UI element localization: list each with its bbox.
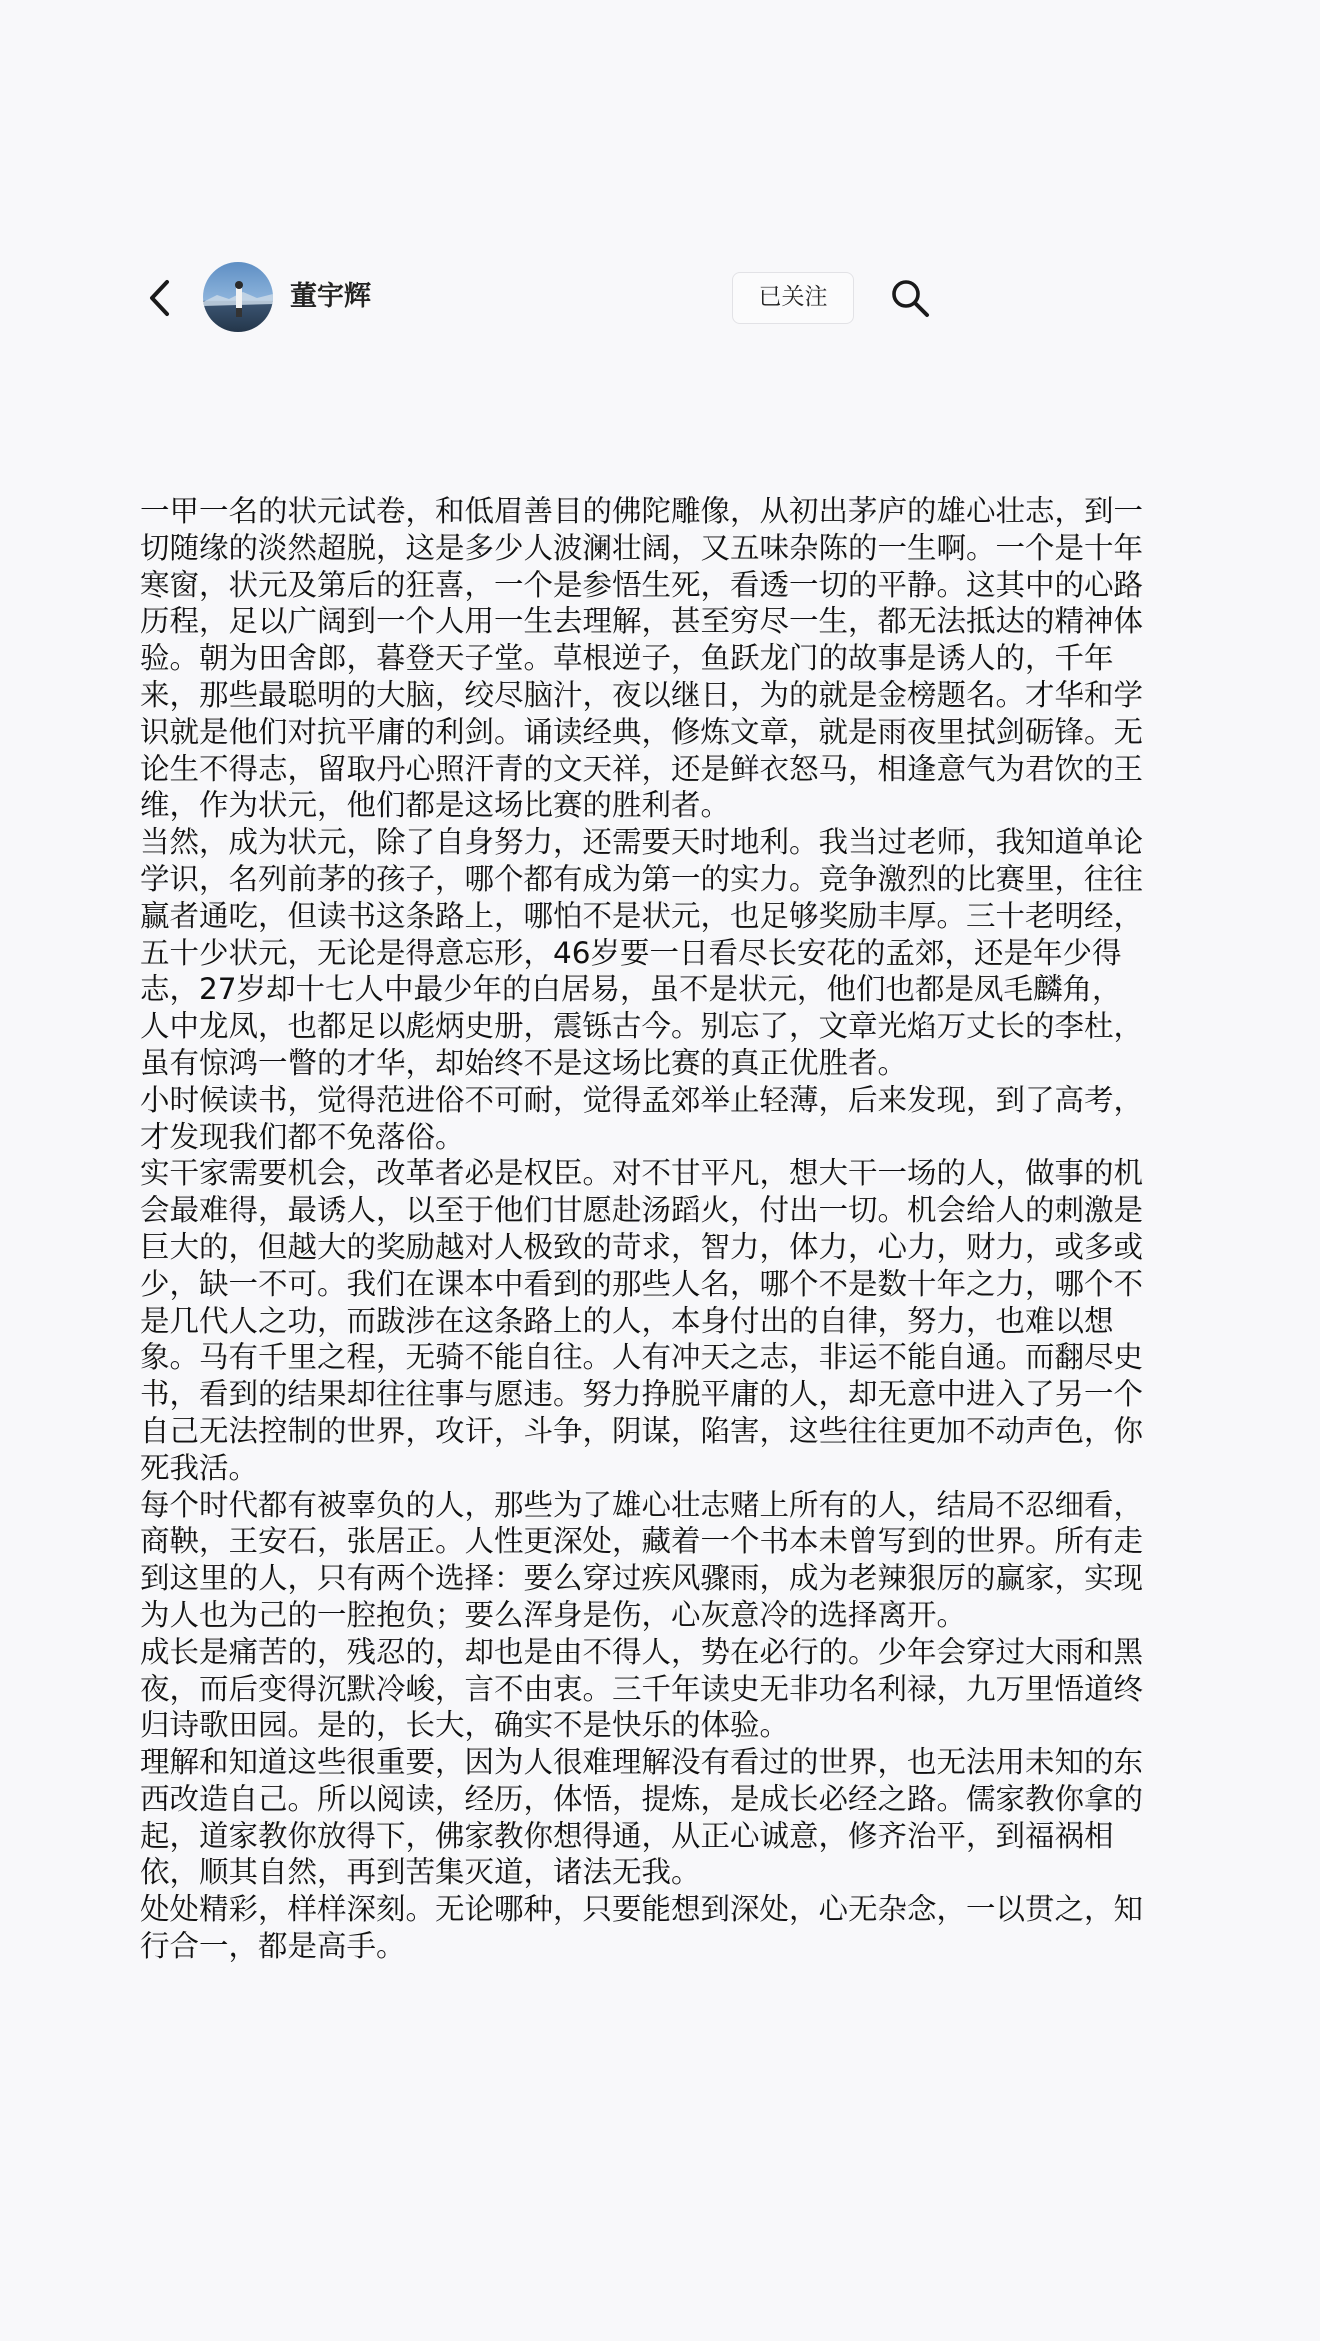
author-name[interactable]: 董宇辉 [290, 281, 371, 312]
article-paragraph: 每个时代都有被辜负的人，那些为了雄心壮志赌上所有的人，结局不忍细看，商鞅，王安石，张居正。人性更深处，藏着一个书本未曾写到的世界。所有走到这里的人，只有两个选择：要么穿过疾风骤雨，成为老辣狠厉的赢家，实现为人也为己的一腔抱负；要么浑身是伤，心灰意冷的选择离开。 [140, 1487, 1144, 1632]
article-paragraph: 处处精彩，样样深刻。无论哪种，只要能想到深处，心无杂念，一以贯之，知行合一，都是高手。 [140, 1892, 1144, 1964]
top-bar [0, 262, 1320, 332]
article-paragraph: 小时候读书，觉得范进俗不可耐，觉得孟郊举止轻薄，后来发现，到了高考，才发现我们都不免落俗。 [140, 1082, 1144, 1154]
article-paragraph: 一甲一名的状元试卷，和低眉善目的佛陀雕像，从初出茅庐的雄心壮志，到一切随缘的淡然超脱，这是多少人波澜壮阔，又五味杂陈的一生啊。一个是十年寒窗，状元及第后的狂喜，一个是参悟生死，看透一切的平静。这其中的心路历程，足以广阔到一个人用一生去理解，甚至穷尽一生，都无法抵达的精神体验。朝为田舍郎，暮登天子堂。草根逆子，鱼跃龙门的故事是诱人的，千年来，那些最聪明的大脑，绞尽脑汁，夜以继日，为的就是金榜题名。才华和学识就是他们对抗平庸的利剑。诵读经典，修炼文章，就是雨夜里拭剑砺锋。无论生不得志，留取丹心照汗青的文天祥，还是鲜衣怒马，相逢意气为君饮的王维，作为状元，他们都是这场比赛的胜利者。 [140, 494, 1144, 823]
avatar-photo [203, 262, 273, 332]
chevron-left-icon [140, 276, 180, 320]
article-paragraph: 成长是痛苦的，残忍的，却也是由不得人，势在必行的。少年会穿过大雨和黑夜，而后变得沉默冷峻，言不由衷。三千年读史无非功名利禄，九万里悟道终归诗歌田园。是的，长大，确实不是快乐的体验。 [140, 1634, 1144, 1743]
article-paragraph: 实干家需要机会，改革者必是权臣。对不甘平凡，想大干一场的人，做事的机会最难得，最诱人，以至于他们甘愿赴汤蹈火，付出一切。机会给人的刺激是巨大的，但越大的奖励越对人极致的苛求，智力，体力，心力，财力，或多或少，缺一不可。我们在课本中看到的那些人名，哪个不是数十年之力，哪个不是几代人之功，而跋涉在这条路上的人，本身付出的自律，努力，也难以想象。马有千里之程，无骑不能自往。人有冲天之志，非运不能自通。而翻尽史书，看到的结果却往往事与愿违。努力挣脱平庸的人，却无意中进入了另一个自己无法控制的世界，攻讦，斗争，阴谋，陷害，这些往往更加不动声色，你死我活。 [140, 1156, 1144, 1485]
search-button[interactable] [888, 276, 932, 320]
article-paragraph: 当然，成为状元，除了自身努力，还需要天时地利。我当过老师，我知道单论学识，名列前茅的孩子，哪个都有成为第一的实力。竞争激烈的比赛里，往往赢者通吃，但读书这条路上，哪怕不是状元，也足够奖励丰厚。三十老明经，五十少状元，无论是得意忘形，46岁要一日看尽长安花的孟郊，还是年少得志，27岁却十七人中最少年的白居易，虽不是状元，他们也都是凤毛麟角，人中龙凤，也都足以彪炳史册，震铄古今。别忘了，文章光焰万丈长的李杜，虽有惊鸿一瞥的才华，却始终不是这场比赛的真正优胜者。 [140, 825, 1144, 1080]
article-body [140, 493, 1150, 1965]
avatar[interactable] [203, 262, 273, 332]
article-paragraph: 理解和知道这些很重要，因为人很难理解没有看过的世界，也无法用未知的东西改造自己。所以阅读，经历，体悟，提炼，是成长必经之路。儒家教你拿的起，道家教你放得下，佛家教你想得通，从正心诚意，修齐治平，到福祸相依，顺其自然，再到苦集灭道，诸法无我。 [140, 1745, 1144, 1890]
back-button[interactable] [140, 276, 180, 320]
follow-button[interactable]: 已关注 [732, 272, 854, 324]
search-icon [888, 276, 932, 320]
